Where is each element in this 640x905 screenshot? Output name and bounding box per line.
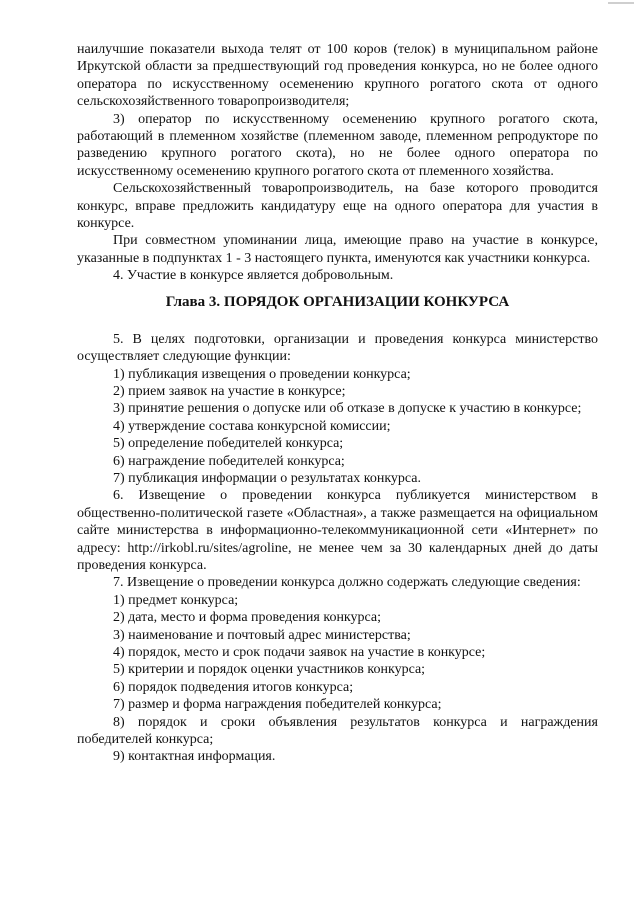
section-6-paragraph: 6. Извещение о проведении конкурса публикуется министерством в общественно-политической газете «Областная», а также размещается на официальном сайте министерства в информационно-телекоммуникационной сети «Интернет» по адресу: http://irkobl.ru/sites/agroline, не менее чем за 30 календарных дней до даты проведения конкурса. [77,488,598,573]
section-7-item: 3) наименование и почтовый адрес министерства; [113,627,411,643]
section-7-item: 5) критерии и порядок оценки участников конкурса; [113,662,426,678]
section-5-item: 5) определение победителей конкурса; [113,436,344,452]
paragraph-continuation: наилучшие показатели выхода телят от 100 коров (телок) в муниципальном районе Иркутской области за предшествующий год проведения конкурса, но не более одного оператора по искусственному осеменению крупного рогатого скота от одного сельскохозяйственного товаропроизводителя; [77,42,598,110]
paragraph-participants: При совместном упоминании лица, имеющие право на участие в конкурсе, указанные в подпунктах 1 - 3 настоящего пункта, именуются как участники конкурса. [77,233,598,266]
section-5-item: 4) утверждение состава конкурсной комиссии; [113,418,391,434]
section-7-item: 9) контактная информация. [113,749,276,765]
paragraph-voluntary: 4. Участие в конкурсе является добровольным. [113,268,394,284]
paragraph-operator-3: 3) оператор по искусственному осеменению крупного рогатого скота, работающий в племенном хозяйстве (племенном заводе, племенном репродукторе по разведению крупного рогатого скота), но не более одного оператора по искусственному осеменению крупного рогатого скота от племенного хозяйства. [77,111,598,179]
section-7-item: 8) порядок и сроки объявления результатов конкурса и награждения победителей конкурса; [77,714,598,748]
section-5-item: 7) публикация информации о результатах конкурса. [113,470,422,486]
section-5-item: 6) награждение победителей конкурса; [113,453,345,469]
section-5-item: 1) публикация извещения о проведении конкурса; [113,366,411,382]
scan-artifact [608,2,634,4]
chapter-heading: Глава 3. ПОРЯДОК ОРГАНИЗАЦИИ КОНКУРСА [165,293,510,310]
section-5-item: 3) принятие решения о допуске или об отказе в допуске к участию в конкурсе; [113,401,582,417]
section-7-item: 1) предмет конкурса; [113,592,239,608]
section-7-lead: 7. Извещение о проведении конкурса должно содержать следующие сведения: [113,575,581,591]
section-5-item: 2) прием заявок на участие в конкурсе; [113,383,346,399]
section-7-item: 7) размер и форма награждения победителей конкурса; [113,697,442,713]
paragraph-producer: Сельскохозяйственный товаропроизводитель, на базе которого проводится конкурс, вправе предложить кандидатуру еще на одного оператора для участия в конкурсе. [77,181,598,232]
section-5-lead: 5. В целях подготовки, организации и проведения конкурса министерство осуществляет следующие функции: [77,331,598,365]
section-7-item: 6) порядок подведения итогов конкурса; [113,679,354,695]
section-7-item: 2) дата, место и форма проведения конкурса; [113,610,382,626]
section-7-item: 4) порядок, место и срок подачи заявок на участие в конкурсе; [113,645,486,660]
